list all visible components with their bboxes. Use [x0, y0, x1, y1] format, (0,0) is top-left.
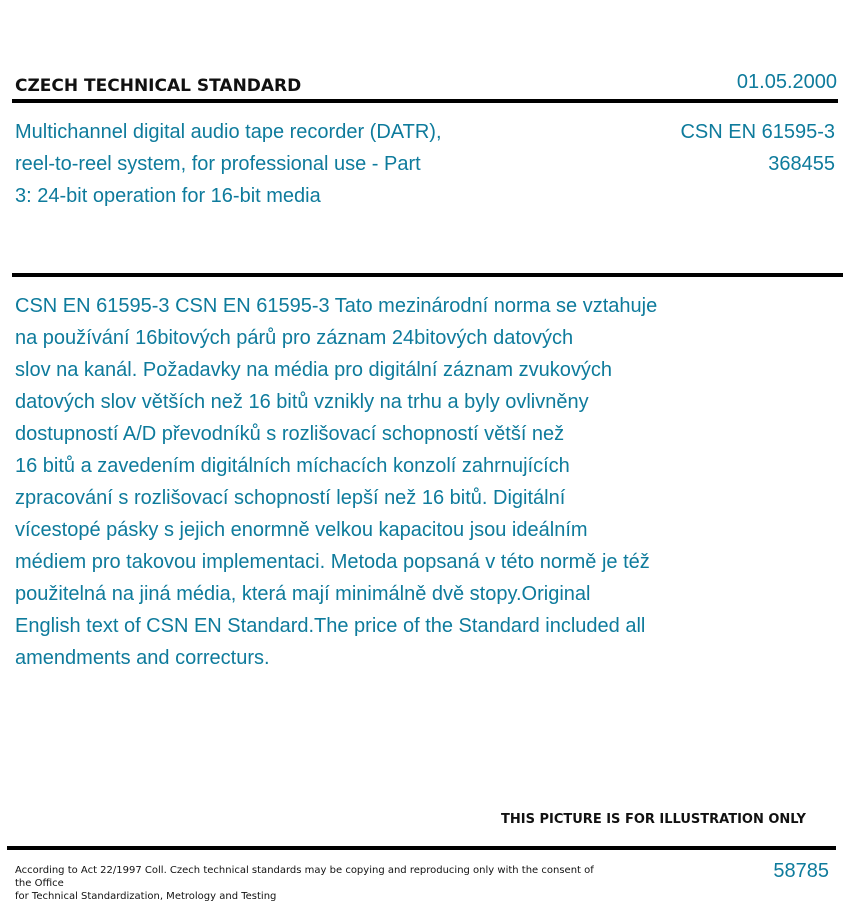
standard-identifiers: [680, 116, 835, 180]
document-title-line: Multichannel digital audio tape recorder (DATR),: [15, 121, 442, 143]
description-line: vícestopé pásky s jejich enormně velkou kapacitou jsou ideálním: [15, 519, 588, 541]
document-number: 58785: [773, 860, 829, 882]
description-line: 16 bitů a zavedením digitálních míchacích konzolí zahrnujících: [15, 455, 570, 477]
standard-code: CSN EN 61595-3: [680, 121, 835, 143]
description-line: zpracování s rozlišovací schopností lepší než 16 bitů. Digitální: [15, 487, 566, 509]
document-title-line: 3: 24-bit operation for 16-bit media: [15, 185, 321, 207]
description-line: datových slov větších než 16 bitů vznikly na trhu a byly ovlivněny: [15, 391, 589, 413]
illustration-disclaimer: THIS PICTURE IS FOR ILLUSTRATION ONLY: [501, 812, 806, 827]
description-line: slov na kanál. Požadavky na média pro digitální záznam zvukových: [15, 359, 612, 381]
description-line: použitelná na jiná média, která mají minimálně dvě stopy.Original: [15, 583, 591, 605]
title-divider: [12, 273, 843, 277]
description-line: amendments and correcturs.: [15, 647, 270, 669]
header-divider: [12, 99, 838, 103]
footer-divider: [7, 846, 836, 850]
standard-type-heading: CZECH TECHNICAL STANDARD: [15, 76, 302, 96]
description-line: dostupností A/D převodníků s rozlišovací schopností větší než: [15, 423, 565, 445]
description-block: [15, 290, 750, 674]
copyright-notice-line: According to Act 22/1997 Coll. Czech technical standards may be copying and reproducing only with the consent of the Office: [15, 865, 594, 889]
copyright-notice-line: for Technical Standardization, Metrology and Testing: [15, 891, 277, 902]
catalog-number: 368455: [768, 153, 835, 175]
description-line: na používání 16bitových párů pro záznam 24bitových datových: [15, 327, 574, 349]
description-line: CSN EN 61595-3 CSN EN 61595-3 Tato mezinárodní norma se vztahuje: [15, 295, 658, 317]
description-line: médiem pro takovou implementaci. Metoda popsaná v této normě je též: [15, 551, 650, 573]
copyright-notice: [15, 864, 595, 903]
description-line: English text of CSN EN Standard.The price of the Standard included all: [15, 615, 646, 637]
document-title-line: reel-to-reel system, for professional use - Part: [15, 153, 421, 175]
document-title: [15, 116, 495, 212]
publication-date: 01.05.2000: [736, 71, 837, 93]
